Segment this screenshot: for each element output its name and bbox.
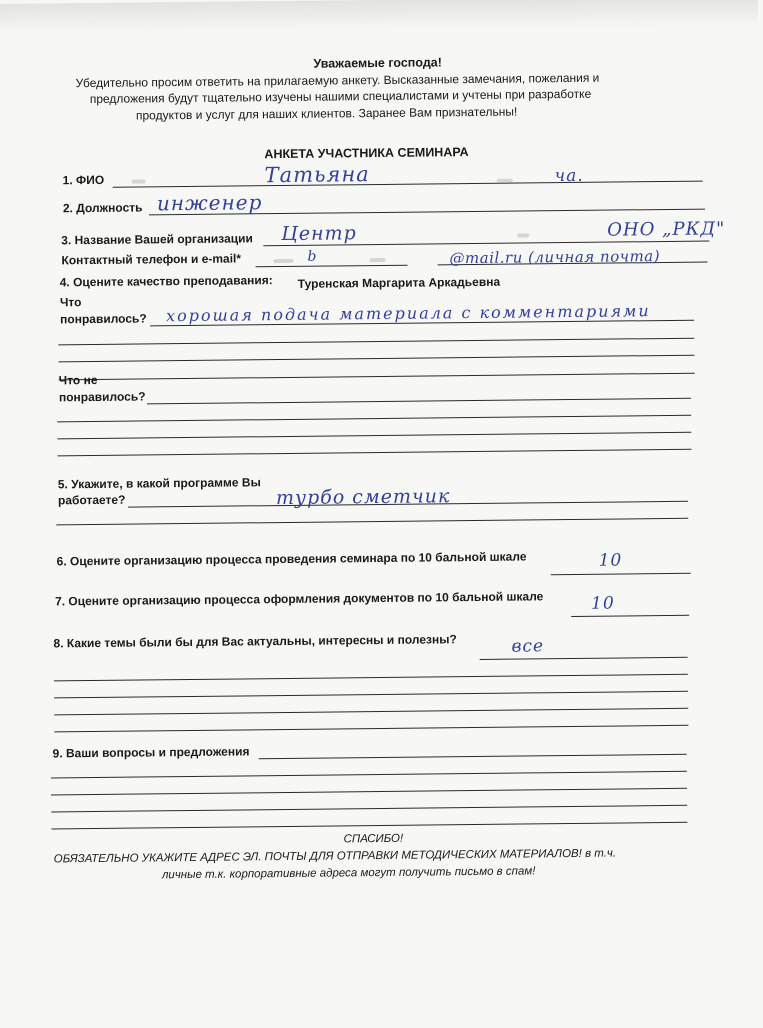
answer-line[interactable] (51, 805, 687, 813)
q7-label: 7. Оцените организацию процесса оформления документов по 10 бальной шкале (54, 589, 544, 609)
teacher-name: Туренская Маргарита Аркадьевна (297, 274, 501, 291)
q7-value: 10 (590, 593, 615, 614)
contact-line[interactable] (256, 265, 408, 268)
answer-line[interactable] (56, 518, 688, 526)
questions-label: 9. Ваши вопросы и предложения (52, 744, 250, 761)
program-answer: турбо сметчик (275, 485, 451, 510)
answer-line[interactable] (54, 674, 688, 682)
contact-mark: b (307, 248, 318, 265)
footer-notice-2: личные т.к. корпоративные адреса могут получить письмо в спам! (161, 865, 536, 882)
answer-line[interactable] (57, 415, 691, 423)
fio-suffix: ча. (554, 165, 584, 187)
q6-label: 6. Оцените организацию процесса проведения семинара по 10 бальной шкале (56, 549, 527, 569)
answer-line[interactable] (58, 338, 694, 346)
position-label: 2. Должность (62, 200, 143, 216)
redacted-mark (369, 258, 385, 262)
disliked-label-1: Что не (58, 372, 98, 388)
topics-label: 8. Какие темы были бы для Вас актуальны, интересны и полезны? (53, 632, 457, 651)
thanks-text: СПАСИБО! (343, 832, 404, 846)
questions-line[interactable] (259, 754, 687, 759)
disliked-label-2: понравилось? (58, 389, 146, 405)
answer-line[interactable] (51, 822, 687, 830)
fio-value: Татьяна (264, 162, 370, 188)
org-value: Центр (281, 222, 357, 246)
teaching-label: 4. Оцените качество преподавания: (59, 273, 273, 290)
answer-line[interactable] (54, 708, 688, 716)
answer-line[interactable] (51, 771, 687, 779)
position-value: инженер (156, 190, 263, 216)
liked-answer: хорошая подача материала с комментариями (165, 301, 651, 326)
org-label: 3. Название Вашей организации (61, 231, 253, 248)
scan-shadow (0, 0, 758, 34)
answer-line[interactable] (54, 725, 688, 733)
redacted-mark (517, 233, 529, 237)
answer-line[interactable] (59, 373, 695, 381)
q7-line[interactable] (571, 615, 689, 617)
intro-line-2: предложения будут тщательно изучены нашими специалистами и учтены при разработке (89, 86, 592, 107)
topics-line[interactable] (480, 657, 688, 660)
org-value-end: ОНО „РКД" (607, 218, 726, 241)
q6-line[interactable] (551, 573, 691, 575)
intro-line-3: продуктов и услуг для наших клиентов. Заранее Вам признательны! (135, 104, 518, 123)
q6-value: 10 (598, 550, 623, 571)
answer-line[interactable] (58, 449, 692, 457)
redacted-mark (132, 179, 146, 183)
liked-label-2: понравилось? (60, 311, 147, 327)
disliked-line[interactable] (147, 398, 691, 405)
fio-label: 1. ФИО (62, 172, 105, 188)
contact-label: Контактный телефон и e-mail* (61, 251, 242, 268)
form-title: АНКЕТА УЧАСТНИКА СЕМИНАРА (264, 145, 469, 162)
program-label-2: работаете? (57, 492, 126, 508)
answer-line[interactable] (57, 432, 691, 440)
intro-line-1: Убедительно просим ответить на прилагаемую анкету. Высказанные замечания, пожелания и (75, 70, 600, 91)
liked-label-1: Что (59, 295, 82, 310)
redacted-mark (273, 259, 293, 263)
contact-value: @mail.ru (личная почта) (449, 247, 661, 268)
fio-line[interactable] (113, 181, 703, 188)
program-label-1: 5. Укажите, в какой программе Вы (57, 475, 261, 492)
answer-line[interactable] (51, 788, 687, 796)
greeting-heading: Уважаемые господа! (313, 55, 442, 71)
topics-answer: все (511, 636, 545, 657)
redacted-mark (497, 179, 513, 183)
answer-line[interactable] (54, 691, 688, 699)
answer-line[interactable] (59, 355, 695, 363)
footer-notice-1: ОБЯЗАТЕЛЬНО УКАЖИТЕ АДРЕС ЭЛ. ПОЧТЫ ДЛЯ ОТПРАВКИ МЕТОДИЧЕСКИХ МАТЕРИАЛОВ! в т.ч. (53, 847, 617, 866)
